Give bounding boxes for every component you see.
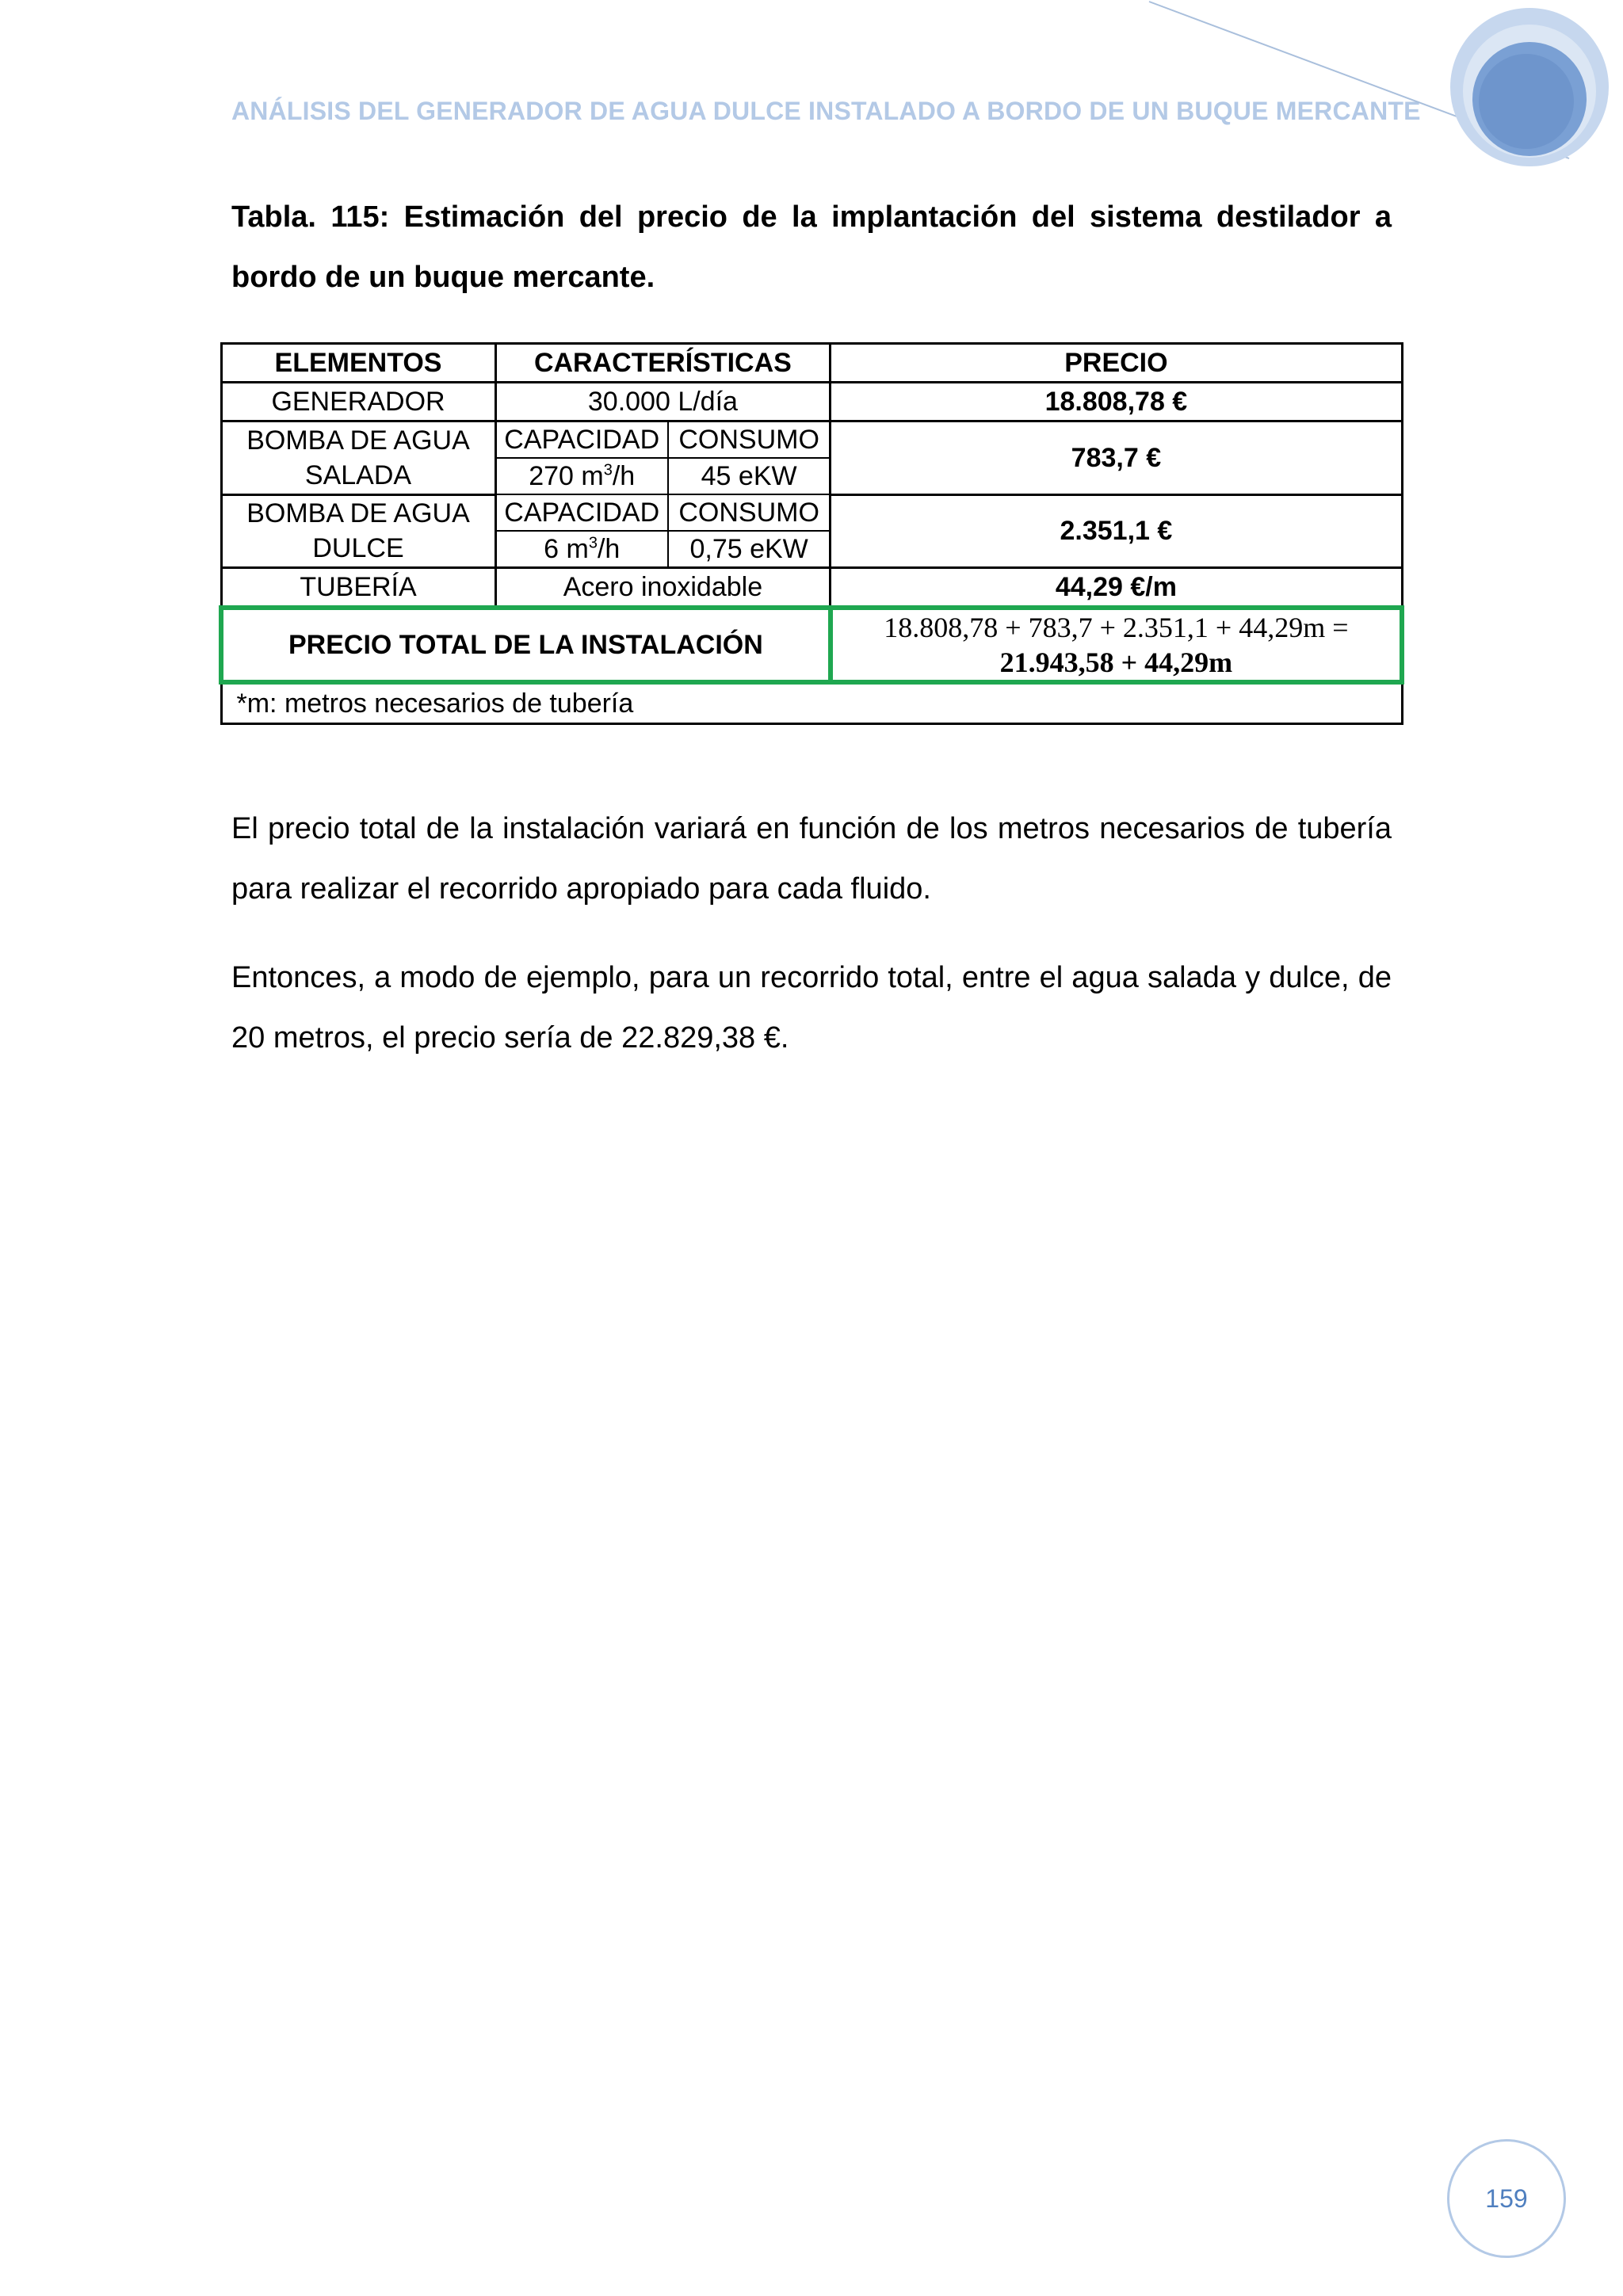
bomba-salada-price: 783,7 €	[831, 421, 1402, 495]
tuberia-name: TUBERÍA	[221, 568, 495, 608]
bomba-dulce-consumo-label: CONSUMO	[668, 494, 831, 531]
bomba-salada-name	[221, 421, 495, 495]
bomba-dulce-name-line2: DULCE	[312, 533, 404, 564]
header-decoration-icon	[1125, 0, 1623, 182]
row-generador	[221, 383, 1402, 421]
header-elementos: ELEMENTOS	[221, 344, 495, 383]
generador-spec: 30.000 L/día	[495, 383, 831, 421]
row-tuberia	[221, 568, 1402, 608]
header-caracteristicas: CARACTERÍSTICAS	[495, 344, 831, 383]
paragraph-1: El precio total de la instalación variará en función de los metros necesarios de tubería para realizar el recorrido apropiado para cada fluido.	[231, 812, 1392, 906]
bomba-salada-capacidad-value: 270 $m^3/h$	[495, 458, 668, 494]
total-formula	[831, 608, 1402, 682]
total-formula-line1: 18.808,78 + 783,7 + 2.351,1 + 44,29m =	[884, 612, 1349, 643]
bomba-dulce-price: 2.351,1 €	[831, 494, 1402, 568]
bomba-dulce-consumo-value: 0,75 eKW	[668, 531, 831, 568]
bomba-salada-capacidad-label: CAPACIDAD	[495, 421, 668, 459]
page-number: 159	[1447, 2139, 1566, 2258]
bomba-dulce-name	[221, 494, 495, 568]
row-bomba-salada	[221, 421, 1402, 459]
cost-table	[219, 342, 1404, 725]
table-caption: Tabla. 115: Estimación del precio de la implantación del sistema destilador a bordo de un buque mercante.	[231, 200, 1392, 294]
bomba-dulce-name-line1: BOMBA DE AGUA	[246, 498, 470, 529]
row-bomba-dulce	[221, 494, 1402, 531]
header-precio: PRECIO	[831, 344, 1402, 383]
table-note: *m: metros necesarios de tubería	[221, 682, 1402, 724]
bomba-salada-name-line2: SALADA	[304, 460, 412, 490]
bomba-dulce-capacidad-label: CAPACIDAD	[495, 494, 668, 531]
paragraph-2: Entonces, a modo de ejemplo, para un recorrido total, entre el agua salada y dulce, de 20 metros, el precio sería de 22.829,38 €.	[231, 961, 1392, 1055]
tuberia-spec: Acero inoxidable	[495, 568, 831, 608]
running-header: ANÁLISIS DEL GENERADOR DE AGUA DULCE INSTALADO A BORDO DE UN BUQUE MERCANTE	[231, 97, 1421, 125]
generador-name: GENERADOR	[221, 383, 495, 421]
bomba-salada-consumo-value: 45 eKW	[668, 458, 831, 494]
tuberia-price: 44,29 €/m	[831, 568, 1402, 608]
bomba-salada-consumo-label: CONSUMO	[668, 421, 831, 459]
bomba-dulce-capacidad-value: 6 $m^3/h$	[495, 531, 668, 568]
bomba-salada-name-line1: BOMBA DE AGUA	[246, 425, 470, 456]
total-label: PRECIO TOTAL DE LA INSTALACIÓN	[221, 608, 831, 682]
table-header-row	[221, 344, 1402, 383]
row-note	[221, 682, 1402, 724]
total-formula-line2: 21.943,58 + 44,29m	[999, 646, 1233, 678]
row-total	[221, 608, 1402, 682]
generador-price: 18.808,78 €	[831, 383, 1402, 421]
